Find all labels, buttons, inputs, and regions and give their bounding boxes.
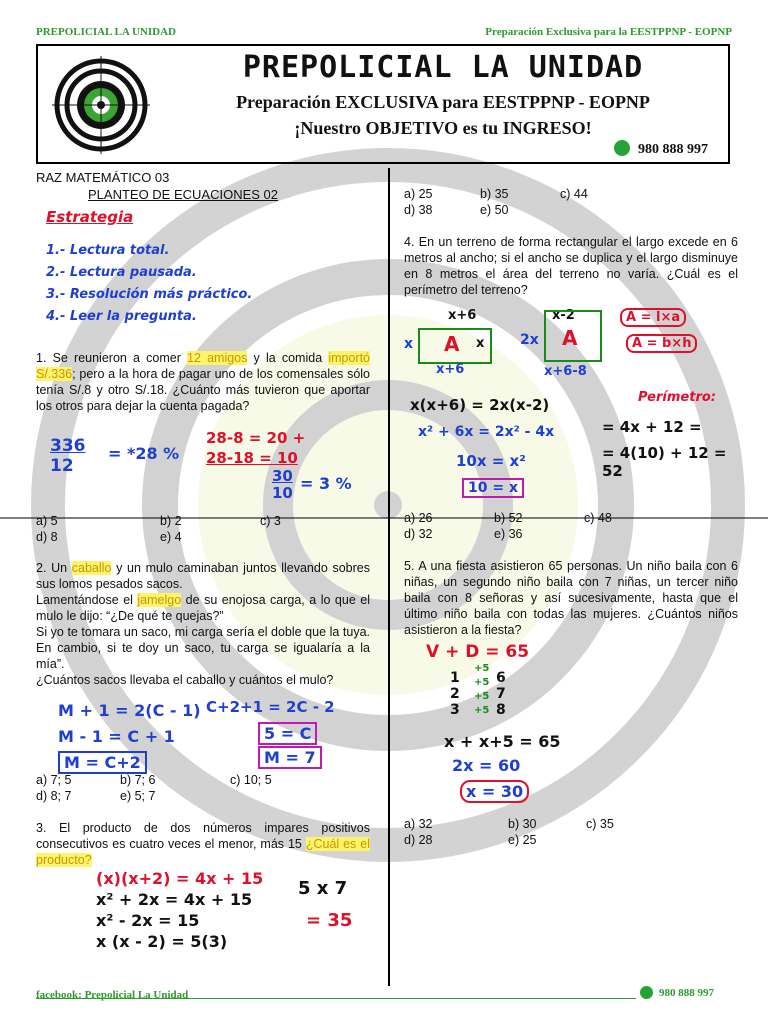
- header-title: PREPOLICIAL LA UNIDAD: [242, 50, 644, 85]
- strategy-step: 4.- Leer la pregunta.: [46, 309, 197, 324]
- option[interactable]: b) 2: [160, 514, 182, 528]
- q3-product: 5 x 7: [298, 878, 348, 899]
- option[interactable]: d) 28: [404, 833, 433, 847]
- option[interactable]: a) 25: [404, 187, 433, 201]
- highlight: jamelgo: [137, 593, 182, 607]
- q5-work: V + D = 65 +5 +5 +5 +5 1 2 3 6 7 8 x + x+5 = 65 2x = 60 x = 30: [426, 642, 561, 801]
- option[interactable]: c) 48: [584, 511, 612, 525]
- option[interactable]: e) 25: [508, 833, 537, 847]
- column-divider: [388, 168, 390, 986]
- option-correct[interactable]: b) 52: [494, 511, 523, 525]
- q1-work-result: = *28 %: [108, 444, 180, 463]
- header-box: [36, 44, 730, 164]
- q2-work-right: C+2+1 = 2C - 2: [206, 698, 335, 716]
- q3-work: (x)(x+2) = 4x + 15 x² + 2x = 4x + 15 x² - 2x = 15 x (x - 2) = 5(3): [96, 869, 264, 951]
- option[interactable]: e) 50: [480, 203, 509, 217]
- course-label: RAZ MATEMÁTICO 03: [36, 170, 170, 185]
- q1-answer: = 3 %: [300, 474, 352, 493]
- option[interactable]: a) 26: [404, 511, 433, 525]
- strategy-step: 3.- Resolución más práctico.: [46, 287, 253, 302]
- footer-phone-number: 980 888 997: [659, 987, 714, 999]
- header-subtitle: Preparación EXCLUSIVA para EESTPPNP - EOPNP: [236, 92, 650, 112]
- q3-answer: = 35: [306, 910, 353, 931]
- q2-options: [36, 772, 376, 804]
- q4-work: x+6 x A x x+6 2x x-2 A x+6-8 A = l×a A = b×h x(x+6) = 2x(x-2) x² + 6x = 2x² - 4x 10x = x² 10 = x Perímetro: = 4x + 12 = = 4(10) + 12 = 52: [404, 308, 727, 496]
- option[interactable]: c) 10; 5: [230, 773, 272, 787]
- option[interactable]: d) 32: [404, 527, 433, 541]
- option-correct[interactable]: c) 3: [260, 514, 281, 528]
- whatsapp-icon: [640, 986, 653, 999]
- footer-phone: [640, 986, 714, 999]
- question-1: 1. Se reunieron a comer 12 amigos y la comida importó S/.336; pero a la hora de pagar uno de los comensales sólo tenía S/.8 y otro S/.18. ¿Cuánto más tuvieron que aportar los otros para dejar la cuenta pagada?: [36, 351, 370, 413]
- question-3: 3. El producto de dos números impares positivos consecutivos es cuatro veces el menor, más 15 ¿Cuál es el producto?: [36, 821, 370, 867]
- option[interactable]: b) 7; 6: [120, 773, 156, 787]
- option[interactable]: c) 44: [560, 187, 588, 201]
- option[interactable]: a) 32: [404, 817, 433, 831]
- header-phone-number: 980 888 997: [638, 142, 708, 157]
- footer-facebook[interactable]: facebook: Prepolicial La Unidad: [36, 989, 189, 1001]
- top-bar-tagline: Preparación Exclusiva para la EESTPPNP - EOPNP: [485, 26, 732, 38]
- q3-options: [404, 186, 724, 218]
- highlight: 12 amigos: [187, 351, 248, 365]
- header-slogan: ¡Nuestro OBJETIVO es tu INGRESO!: [294, 118, 592, 138]
- q1-options: [36, 513, 376, 545]
- q1-work: 336 12: [50, 436, 86, 476]
- q2-work-left: M + 1 = 2(C - 1) M - 1 = C + 1 M = C+2: [58, 701, 201, 772]
- question-5: 5. A una fiesta asistieron 65 personas. Un niño baila con 6 niñas, un segundo niño baila con 7 niñas, un tercer niño baila con 8 señoras y así sucesivamente, hasta que el último niño baila con todas las mujeres. ¿Cuántos niños asistieron a la fiesta?: [404, 559, 738, 637]
- topic-title: PLANTEO DE ECUACIONES 02: [88, 187, 278, 202]
- option[interactable]: d) 8: [36, 530, 58, 544]
- option[interactable]: d) 38: [404, 203, 433, 217]
- highlight: ¿Cuál es el producto?: [36, 837, 370, 867]
- q1-work-right: 28-8 = 20 + 28-18 = 10: [206, 429, 306, 467]
- strategy-list: [46, 240, 252, 328]
- option[interactable]: a) 7; 5: [36, 773, 72, 787]
- q4-options: [404, 510, 724, 542]
- option-correct[interactable]: b) 35: [480, 187, 509, 201]
- header-phone: [614, 140, 708, 158]
- highlight: caballo: [71, 561, 112, 575]
- q5-options: [404, 816, 724, 848]
- q2-work-boxes: 5 = C M = 7: [258, 722, 322, 770]
- option[interactable]: e) 36: [494, 527, 523, 541]
- option[interactable]: d) 8; 7: [36, 789, 72, 803]
- option[interactable]: c) 35: [586, 817, 614, 831]
- strategy-step: 2.- Lectura pausada.: [46, 265, 197, 280]
- q1-fraction: 30 10: [272, 467, 293, 502]
- top-bar: [36, 26, 732, 40]
- option-correct[interactable]: b) 30: [508, 817, 537, 831]
- strategy-title: Estrategia: [46, 208, 134, 226]
- strategy-step: 1.- Lectura total.: [46, 243, 170, 258]
- question-4: 4. En un terreno de forma rectangular el largo excede en 6 metros al ancho; si el ancho se duplica y el largo disminuye en 8 metros el área del terreno no varía. ¿Cuál es el perímetro del terreno?: [404, 235, 738, 297]
- target-logo-icon: [52, 56, 150, 154]
- top-bar-brand: PREPOLICIAL LA UNIDAD: [36, 26, 176, 38]
- question-2: 2. Un caballo y un mulo caminaban juntos llevando sobres sus lomos pesados sacos. Lamentándose el jamelgo de su enojosa carga, a lo que el mulo le dijo: “¿De qué te quejas?” Si yo te tomara un saco, mi carga sería el doble que la tuya. En cambio, si te doy un saco, tu carga se igualaría a la mía”. ¿Cuántos sacos llevaba el caballo y cuántos el mulo?: [36, 561, 370, 687]
- option[interactable]: e) 4: [160, 530, 182, 544]
- option[interactable]: a) 5: [36, 514, 58, 528]
- highlight: importó S/.336: [36, 351, 370, 381]
- option-correct[interactable]: e) 5; 7: [120, 789, 156, 803]
- whatsapp-icon: [614, 140, 630, 156]
